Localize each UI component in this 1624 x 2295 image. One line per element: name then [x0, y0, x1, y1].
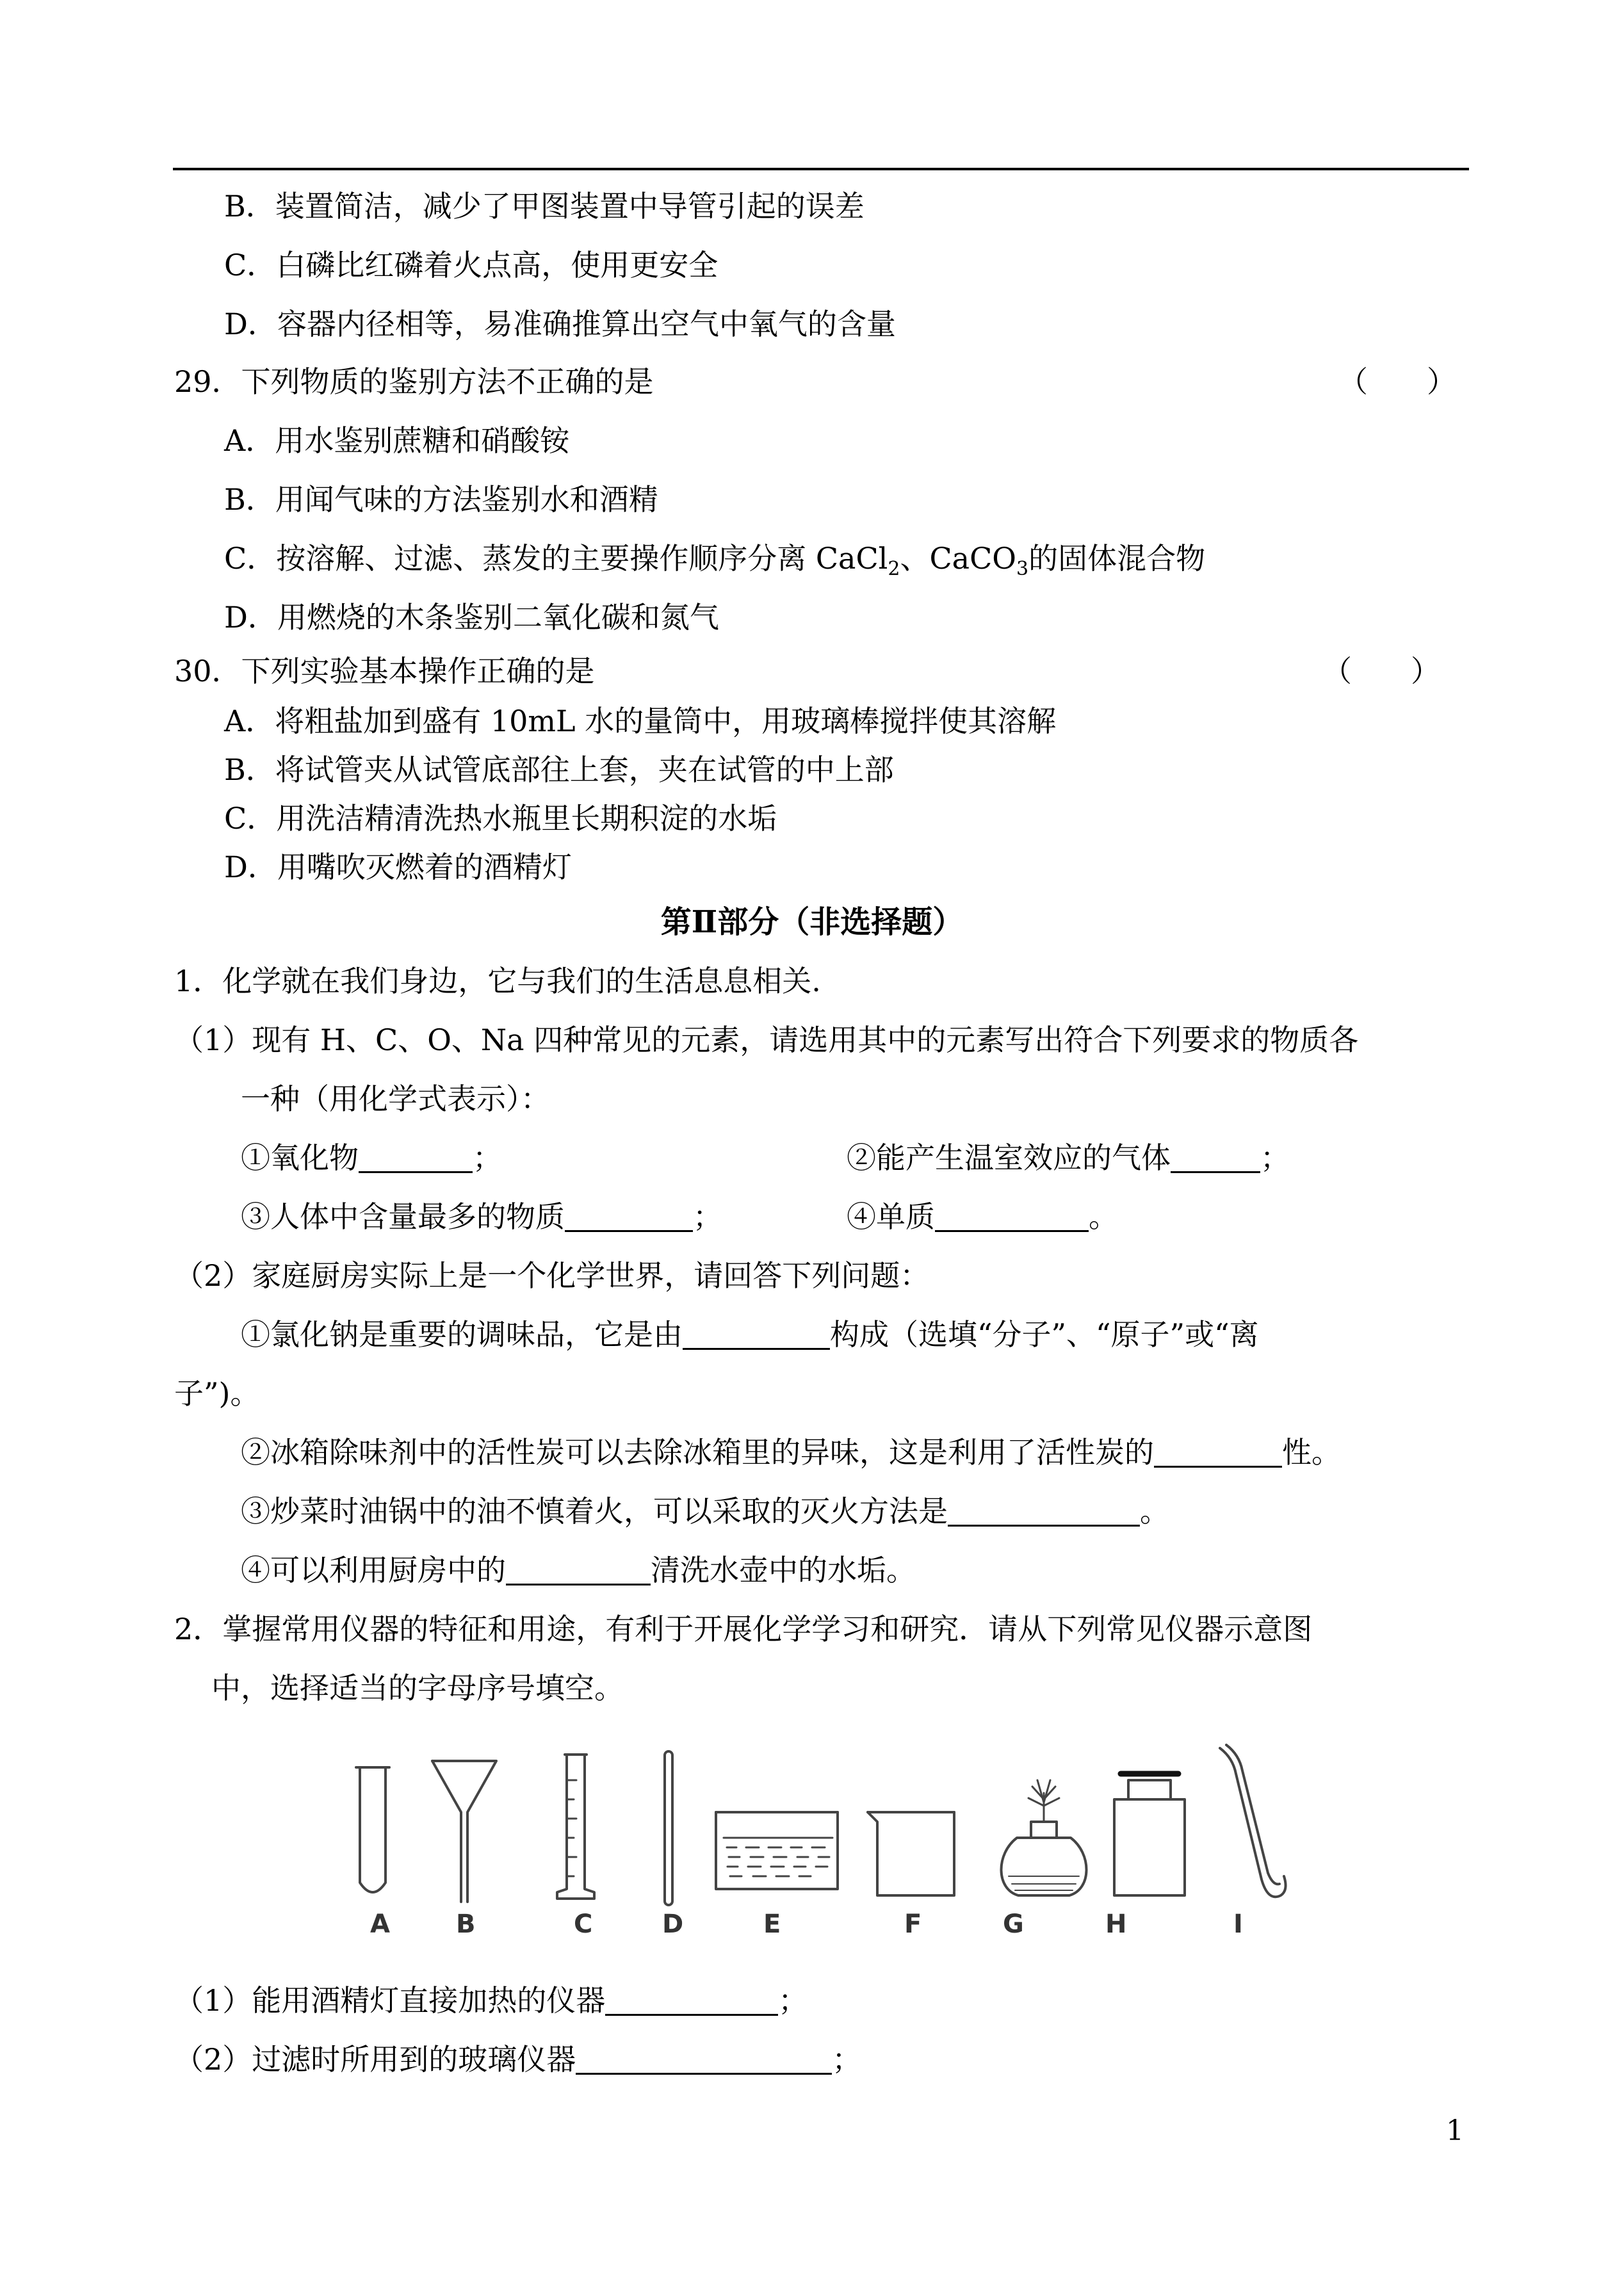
- answer-blank[interactable]: [1154, 1436, 1282, 1468]
- apparatus-label-h: H: [1105, 1910, 1127, 1939]
- punctuation: ；: [1260, 1140, 1290, 1175]
- apparatus-label-b: B: [456, 1910, 476, 1939]
- apparatus-label-i: I: [1233, 1910, 1243, 1939]
- answer-blank[interactable]: [948, 1495, 1140, 1527]
- gas-jar-icon: [1114, 1774, 1185, 1895]
- p1-s2-3: [241, 1492, 1169, 1530]
- punctuation: 。: [1089, 1199, 1118, 1234]
- glass-rod-icon: [665, 1751, 672, 1905]
- p1-s1-line1: （1）现有 H、C、O、Na 四种常见的元素，请选用其中的元素写出符合下列要求的物质各: [174, 1023, 1359, 1057]
- q28-option-c: C．白磷比红磷着火点高，使用更安全: [224, 248, 719, 282]
- p1-s2-2: [241, 1433, 1341, 1472]
- test-tube-icon: [356, 1767, 389, 1892]
- apparatus-label-e: E: [763, 1910, 781, 1939]
- question-text: ④可以利用厨房中的: [241, 1553, 506, 1587]
- item-label: ②能产生温室效应的气体: [847, 1140, 1171, 1175]
- p2-line1: 2．掌握常用仪器的特征和用途，有利于开展化学学习和研究．请从下列常见仪器示意图: [174, 1612, 1313, 1646]
- item-label: ④单质: [847, 1199, 935, 1234]
- p1-stem: 1．化学就在我们身边，它与我们的生活息息相关.: [174, 964, 821, 998]
- q29-option-a: A．用水鉴别蔗糖和硝酸铵: [224, 423, 570, 458]
- alcohol-lamp-icon: [1001, 1780, 1086, 1895]
- question-text: ③炒菜时油锅中的油不慎着火，可以采取的灭火方法是: [241, 1494, 948, 1529]
- section-heading: 第Ⅱ部分（非选择题）: [660, 904, 964, 940]
- item-label: ③人体中含量最多的物质: [241, 1199, 565, 1234]
- punctuation: ；: [832, 2042, 862, 2077]
- q29-option-c-text: C．按溶解、过滤、蒸发的主要操作顺序分离 CaCl: [224, 541, 888, 576]
- apparatus-label-f: F: [904, 1910, 922, 1939]
- punctuation: 。: [1140, 1494, 1169, 1529]
- q29-stem: 29．下列物质的鉴别方法不正确的是: [174, 364, 654, 399]
- p1-item-2: [847, 1139, 1290, 1177]
- p1-item-3: [241, 1197, 722, 1236]
- q30-option-c: C．用洗洁精清洗热水瓶里长期积淀的水垢: [224, 801, 777, 836]
- p1-s1-line2: 一种（用化学式表示）：: [241, 1082, 550, 1116]
- answer-blank[interactable]: [506, 1554, 651, 1585]
- p1-s2-1: [241, 1315, 1259, 1354]
- p1-s2: （2）家庭厨房实际上是一个化学世界，请回答下列问题：: [174, 1258, 930, 1293]
- header-rule: [173, 168, 1469, 170]
- q29-option-c-text-mid: 、CaCO: [900, 541, 1016, 576]
- q30-answer-paren: （ ）: [1322, 654, 1440, 688]
- answer-blank[interactable]: [1171, 1142, 1260, 1173]
- p2-q2: [174, 2040, 861, 2079]
- p1-s2-4: [241, 1551, 916, 1589]
- q30-option-d: D．用嘴吹灭燃着的酒精灯: [224, 850, 572, 884]
- p2-line2: 中，选择适当的字母序号填空。: [211, 1671, 624, 1705]
- q30-stem: 30．下列实验基本操作正确的是: [174, 654, 595, 688]
- q29-option-d: D．用燃烧的木条鉴别二氧化碳和氮气: [224, 600, 719, 635]
- answer-blank[interactable]: [935, 1201, 1089, 1232]
- question-text: 性。: [1282, 1435, 1341, 1470]
- q29-option-c: [224, 539, 1205, 588]
- q28-option-b: B．装置简洁，减少了甲图装置中导管引起的误差: [224, 189, 865, 223]
- q29-option-c-text-end: 的固体混合物: [1028, 541, 1206, 576]
- trough-icon: [716, 1812, 838, 1889]
- beaker-icon: [868, 1812, 954, 1895]
- p1-item-4: [847, 1197, 1118, 1236]
- q30-option-a: A．将粗盐加到盛有 10mL 水的量筒中，用玻璃棒搅拌使其溶解: [224, 704, 1057, 738]
- q30-option-b: B．将试管夹从试管底部往上套，夹在试管的中上部: [224, 752, 894, 787]
- punctuation: ；: [693, 1199, 722, 1234]
- apparatus-label-c: C: [574, 1910, 593, 1939]
- subscript: 2: [888, 558, 900, 580]
- p2-q1: [174, 1981, 808, 2020]
- answer-blank[interactable]: [565, 1201, 693, 1232]
- question-text: （2）过滤时所用到的玻璃仪器: [174, 2042, 576, 2077]
- apparatus-label-d: D: [662, 1910, 684, 1939]
- question-text: ①氯化钠是重要的调味品，它是由: [241, 1317, 683, 1352]
- apparatus-label-a: A: [370, 1910, 390, 1939]
- question-text: 构成（选填“分子”、“原子”或“离: [830, 1317, 1259, 1352]
- q29-option-b: B．用闻气味的方法鉴别水和酒精: [224, 482, 658, 517]
- lab-apparatus-figure: [346, 1742, 1294, 1908]
- question-text: 清洗水壶中的水垢。: [651, 1553, 916, 1587]
- q28-option-d: D．容器内径相等，易准确推算出空气中氧气的含量: [224, 307, 896, 341]
- subscript: 3: [1016, 558, 1029, 580]
- answer-blank[interactable]: [683, 1318, 830, 1350]
- answer-blank[interactable]: [576, 2043, 832, 2075]
- answer-blank[interactable]: [605, 1984, 778, 2016]
- page-number: 1: [1446, 2114, 1464, 2147]
- item-label: ①氧化物: [241, 1140, 359, 1175]
- question-text: （1）能用酒精灯直接加热的仪器: [174, 1983, 606, 2018]
- q29-answer-paren: （ ）: [1338, 364, 1456, 399]
- funnel-icon: [432, 1761, 496, 1902]
- delivery-tube-icon: [1220, 1745, 1286, 1897]
- graduated-cylinder-icon: [557, 1755, 594, 1899]
- apparatus-label-g: G: [1003, 1910, 1024, 1939]
- p1-s2-1-cont: 子”)。: [174, 1376, 260, 1411]
- p1-item-1: [241, 1139, 502, 1177]
- punctuation: ；: [778, 1983, 808, 2018]
- answer-blank[interactable]: [359, 1142, 473, 1173]
- punctuation: ；: [473, 1140, 502, 1175]
- question-text: ②冰箱除味剂中的活性炭可以去除冰箱里的异味，这是利用了活性炭的: [241, 1435, 1154, 1470]
